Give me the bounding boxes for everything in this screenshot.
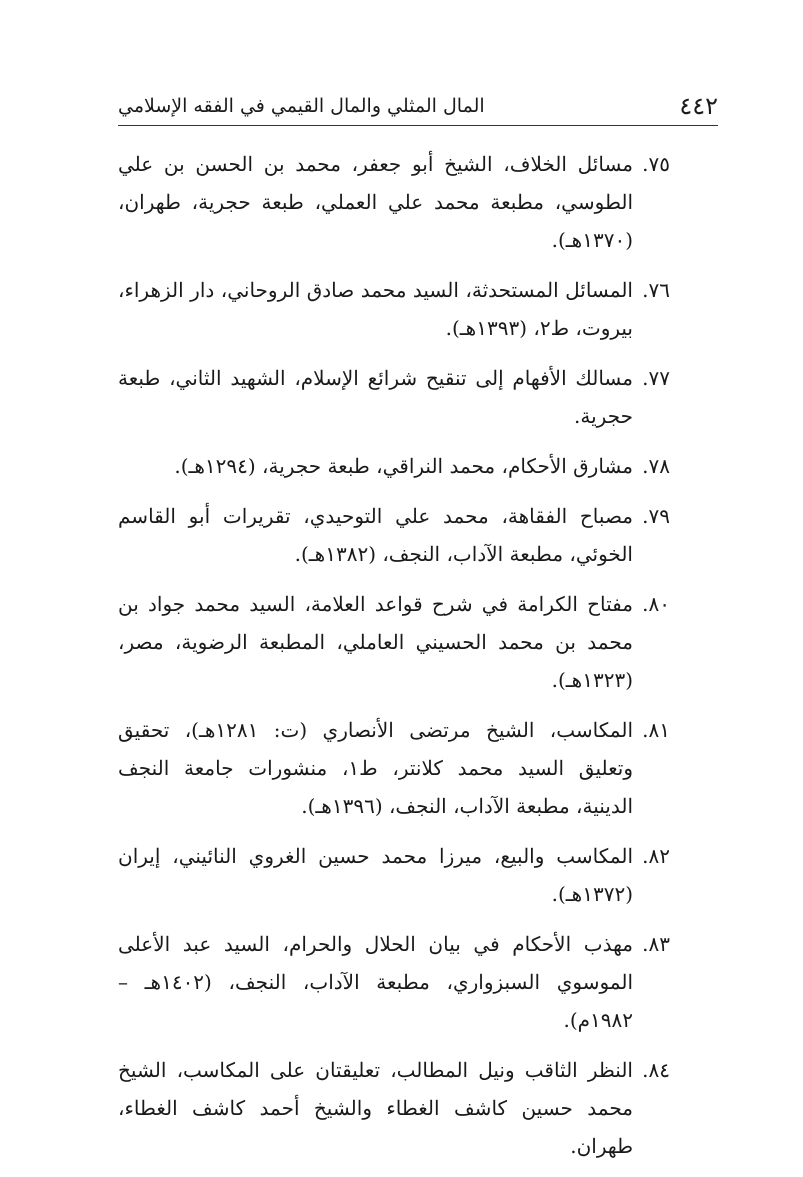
reference-item-78 [118,447,670,485]
page-header [118,90,718,120]
reference-item-80 [118,585,670,699]
reference-text: مهذب الأحكام في بيان الحلال والحرام، السيد عبد الأعلى الموسوي السبزواري، مطبعة الآداب، النجف، (١٤٠٢هـ – ١٩٨٢م). [118,932,633,1032]
reference-number: ٨٠. [642,592,670,616]
reference-item-83 [118,925,670,1039]
reference-number: ٧٥. [642,152,670,176]
reference-text: النظر الثاقب ونيل المطالب، تعليقتان على المكاسب، الشيخ محمد حسين كاشف الغطاء والشيخ أحمد كاشف الغطاء، طهران. [118,1058,633,1158]
reference-item-79 [118,497,670,573]
reference-item-82 [118,837,670,913]
references-list [118,145,670,1177]
reference-item-84 [118,1051,670,1165]
running-title: المال المثلي والمال القيمي في الفقه الإسلامي [118,95,485,117]
reference-text: مسالك الأفهام إلى تنقيح شرائع الإسلام، الشهيد الثاني، طبعة حجرية. [118,366,633,428]
reference-text: مصباح الفقاهة، محمد علي التوحيدي، تقريرات أبو القاسم الخوئي، مطبعة الآداب، النجف، (١٣٨٢هـ). [118,504,633,566]
reference-text: مسائل الخلاف، الشيخ أبو جعفر، محمد بن الحسن بن علي الطوسي، مطبعة محمد علي العملي، طبعة حجرية، طهران، (١٣٧٠هـ). [118,152,633,252]
reference-text: المكاسب والبيع، ميرزا محمد حسين الغروي النائيني، إيران (١٣٧٢هـ). [118,844,633,906]
reference-number: ٧٨. [642,454,670,478]
reference-item-81 [118,711,670,825]
reference-item-76 [118,271,670,347]
reference-text: مشارق الأحكام، محمد النراقي، طبعة حجرية، (١٢٩٤هـ). [174,454,633,478]
reference-number: ٨١. [642,718,670,742]
reference-text: مفتاح الكرامة في شرح قواعد العلامة، السيد محمد جواد بن محمد بن محمد الحسيني العاملي، المطبعة الرضوية، مصر، (١٣٢٣هـ). [118,592,633,692]
reference-number: ٧٩. [642,504,670,528]
reference-text: المسائل المستحدثة، السيد محمد صادق الروحاني، دار الزهراء، بيروت، ط٢، (١٣٩٣هـ). [118,278,633,340]
reference-number: ٨٤. [642,1058,670,1082]
reference-item-77 [118,359,670,435]
header-divider [118,125,718,126]
reference-number: ٧٧. [642,366,670,390]
reference-item-75 [118,145,670,259]
reference-number: ٨٣. [642,932,670,956]
page-number: ٤٤٢ [679,92,718,120]
reference-text: المكاسب، الشيخ مرتضى الأنصاري (ت: ١٢٨١هـ)، تحقيق وتعليق السيد محمد كلانتر، ط١، منشورات جامعة النجف الدينية، مطبعة الآداب، النجف، (١٣٩٦هـ). [118,718,633,818]
reference-number: ٨٢. [642,844,670,868]
reference-number: ٧٦. [642,278,670,302]
